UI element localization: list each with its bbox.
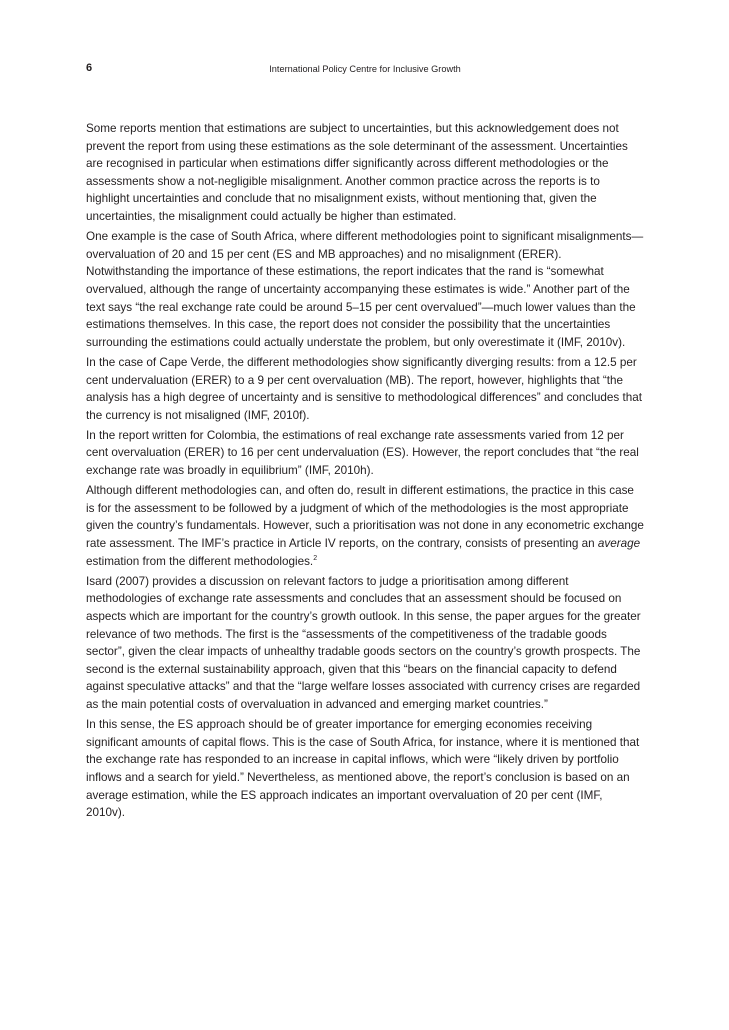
text-line: results: from a 12.5 per cent undervaluation (ERER) to a 9 per cent overvaluation (MB). The	[86, 355, 637, 387]
paragraph-5	[86, 482, 644, 570]
text-line: varied from 12 per cent overvaluation (ERER) to 16 per cent undervaluation (ES). However,	[86, 428, 624, 460]
emphasis-text: average	[597, 537, 641, 551]
text-line: report does not consider the possibility that the uncertainties surrounding the estimations	[86, 318, 611, 349]
text-line: In this sense, the paper argues for the greater relevance of two methods. The first is the	[86, 610, 641, 641]
text-segment: different methodologies.	[188, 554, 314, 568]
body-text	[86, 120, 644, 824]
text-line: misalignment (ERER). Notwithstanding the importance of these estimations, the report indicates	[86, 247, 562, 279]
text-line: to methodological differences” and concludes that the currency is not misaligned (IMF, 2010f).	[86, 391, 642, 422]
text-line: the practice in this case is for the assessment to be followed by a judgment of which of the	[86, 484, 634, 515]
text-line: of unhealthy tradable goods sectors on the country’s growth prospects. The second is	[86, 645, 641, 676]
text-line: Isard (2007) provides a discussion on relevant factors to judge a prioritisation among	[86, 574, 524, 588]
text-line: and emerging market countries.”	[379, 697, 548, 711]
text-line: In the report written for Colombia, the estimations of real exchange rate assessments	[86, 428, 526, 442]
text-line: the external sustainability approach, given that this “bears on the financial capacity	[138, 662, 565, 676]
text-line: ES approach indicates an important overvaluation of 20 per cent (IMF, 2010v).	[86, 788, 603, 820]
page-header	[86, 62, 644, 82]
text-line: methodologies is the most appropriate given the country’s fundamentals. However, such a	[86, 501, 629, 533]
text-line: per cent overvalued”—much lower values than the estimations themselves. In this case, the	[86, 300, 636, 332]
text-line: could actually understate the problem, but only overestimate it (IMF, 2010v).	[232, 335, 626, 349]
text-line: One example is the case of South Africa, where different methodologies point to	[86, 230, 499, 244]
text-line: conclude that no misalignment exists, without mentioning that, given the uncertainties, the	[86, 192, 597, 223]
text-line: In this sense, the ES approach should be of greater importance for emerging economies	[86, 718, 543, 732]
text-line: misalignment. Another common practice across the reports is to highlight uncertainties and	[86, 174, 600, 206]
page-number: 6	[86, 62, 93, 74]
paragraph-2	[86, 228, 644, 351]
footnote-reference[interactable]: 2	[313, 554, 318, 562]
text-line: Although different methodologies can, and often do, result in different estimations,	[86, 484, 509, 498]
text-line: differ significantly across different methodologies or the assessments show a not-negligible	[86, 157, 609, 188]
text-line: where it is mentioned that the exchange rate has responded to an increase in capital inflows,	[86, 735, 640, 767]
text-line: acknowledgement does not prevent the report from using these estimations as the sole	[86, 122, 619, 153]
text-line: currency crises are regarded as the main potential costs of overvaluation in advanced	[86, 680, 641, 711]
text-line: Some reports mention that estimations are subject to uncertainties, but this	[86, 122, 474, 135]
text-line: the report concludes that “the real exchange rate was broadly in equilibrium” (IMF, 2010h).	[86, 446, 639, 478]
text-line: mentioned above, the report’s conclusion is based on an average estimation, while the	[86, 770, 630, 802]
text-line: that the rand is “somewhat overvalued, although the range of uncertainty accompanying these	[86, 265, 604, 296]
running-head: International Policy Centre for Inclusive Growth	[269, 64, 461, 74]
paragraph-7	[86, 716, 644, 822]
text-line: which were “likely driven by portfolio inflows and a search for yield.” Nevertheless, as	[86, 753, 619, 784]
text-line: should be focused on aspects which are important for the country’s growth outlook.	[86, 592, 622, 623]
text-line-with-footnote	[189, 555, 317, 568]
text-line: receiving significant amounts of capital flows. This is the case of South Africa, for instance,	[86, 718, 593, 749]
text-line: determinant of the assessment. Uncertainties are recognised in particular when estimations	[86, 139, 628, 171]
paragraph-4	[86, 427, 644, 480]
text-line: significant misalignments—overvaluation of 20 and 15 per cent (ES and MB approaches) and no	[86, 230, 644, 261]
text-line: prioritisation was not done in any econometric exchange rate assessment. The IMF’s practice	[86, 519, 644, 551]
text-line: to defend against speculative attacks” and that the “large welfare losses associated with	[86, 662, 617, 694]
paragraph-3	[86, 354, 644, 424]
text-line: In the case of Cape Verde, the different methodologies show significantly diverging	[86, 355, 514, 369]
text-line: misalignment could actually be higher than estimated.	[178, 209, 457, 223]
text-segment: estimation from the	[86, 554, 186, 568]
text-line: different methodologies of exchange rate assessments and concludes that an assessment	[86, 574, 569, 606]
text-segment: in Article IV reports, on the contrary, consists of presenting an	[277, 537, 598, 551]
text-line: “assessments of the competitiveness of the tradable goods sector”, given the clear impacts	[86, 627, 607, 659]
text-line: estimates is wide.” Another part of the text says “the real exchange rate could be around 5–15	[86, 282, 630, 314]
paragraph-1	[86, 120, 644, 226]
text-line: report, however, highlights that “the analysis has a high degree of uncertainty and is sensitive	[86, 373, 624, 405]
paragraph-6	[86, 573, 644, 714]
